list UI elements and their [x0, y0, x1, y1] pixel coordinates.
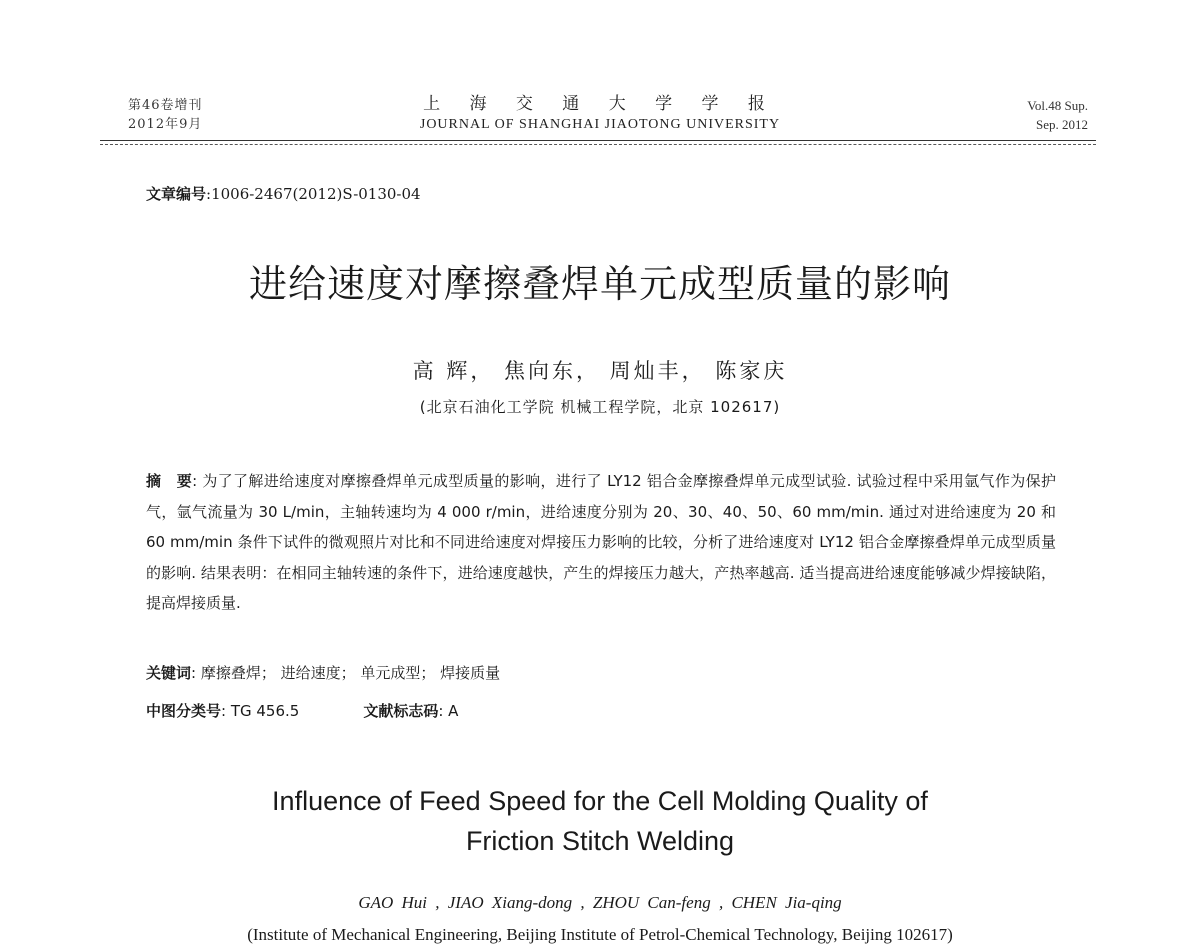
paper-title-en: [0, 781, 1200, 861]
article-number-label: 文章编号: [146, 185, 207, 203]
clc-value: : TG 456.5: [221, 702, 300, 720]
clc-label: 中图分类号: [146, 702, 222, 720]
affiliation-en: (Institute of Mechanical Engineering, Beijing Institute of Petrol-Chemical Technology, Beijing 102617): [247, 925, 953, 944]
header-vol: Vol.48 Sup.: [1027, 98, 1088, 113]
header-volume: 第46卷增刊: [128, 98, 203, 113]
header-rule-dashed: [100, 144, 1096, 145]
authors-cn: 高 辉， 焦向东， 周灿丰， 陈家庆: [412, 359, 788, 383]
header-journal: [0, 93, 1200, 135]
paper-title-en-line2: Friction Stitch Welding: [465, 826, 735, 856]
article-number: [146, 183, 421, 204]
authors-en: GAO Hui , JIAO Xiang-dong , ZHOU Can-feng , CHEN Jia-qing: [358, 893, 842, 912]
article-number-value: :1006-2467(2012)S-0130-04: [206, 185, 421, 203]
journal-title-en: JOURNAL OF SHANGHAI JIAOTONG UNIVERSITY: [419, 117, 781, 132]
header-volume-en: [1027, 96, 1088, 134]
header-date: 2012年9月: [128, 117, 203, 132]
paper-title-cn: 进给速度对摩擦叠焊单元成型质量的影响: [248, 262, 951, 306]
doc-code-value: : A: [438, 702, 459, 720]
keywords: [146, 662, 500, 683]
affiliation-cn: (北京石油化工学院 机械工程学院，北京 102617): [419, 398, 781, 416]
abstract-cn: [146, 466, 1056, 619]
journal-title-cn: 上 海 交 通 大 学 学 报: [423, 94, 777, 114]
paper-title-en-line1: Influence of Feed Speed for the Cell Molding Quality of: [272, 786, 928, 816]
doc-code-label: 文献标志码: [363, 702, 439, 720]
keywords-text: : 摩擦叠焊； 进给速度； 单元成型； 焊接质量: [191, 664, 501, 682]
header-month: Sep. 2012: [1036, 117, 1088, 132]
header-rule: [100, 140, 1096, 141]
keywords-label: 关键词: [146, 664, 192, 682]
abstract-label: 摘 要: [146, 472, 193, 490]
abstract-text: : 为了了解进给速度对摩擦叠焊单元成型质量的影响，进行了 LY12 铝合金摩擦叠焊单元成型试验. 试验过程中采用氩气作为保护气，氩气流量为 30 L/min，主轴转速均为 4 000 r/min，进给速度分别为 20、30、40、50、60 mm/min. 通过对进给速度为 20 和 60 mm/min 条件下试件的微观照片对比和不同进给速度对焊接压力影响的比较，分析了进给速度对 LY12 铝合金摩擦叠焊单元成型质量的影响. 结果表明：在相同主轴转速的条件下，进给速度越快，产生的焊接压力越大，产热率越高. 适当提高进给速度能够减少焊接缺陷，提高焊接质量.: [146, 472, 1056, 612]
classification: [146, 700, 458, 721]
